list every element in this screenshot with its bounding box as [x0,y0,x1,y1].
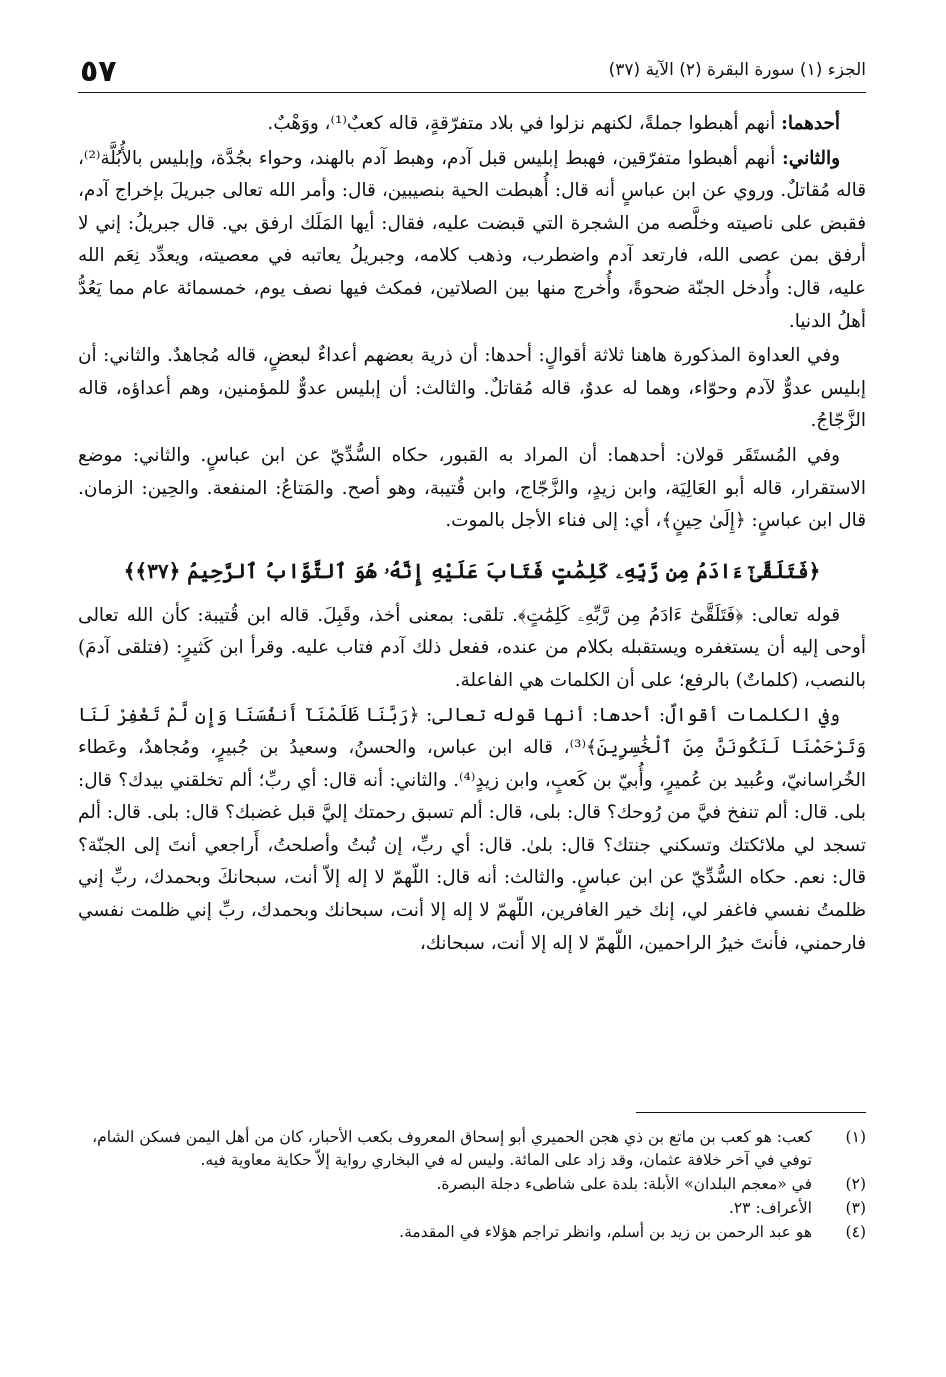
header-rule [78,92,866,93]
footnote-separator [636,1112,866,1113]
paragraph: قوله تعالى: ﴿فَتَلَقَّىٰٓ ءَادَمُ مِن رَّبِّهِۦ كَلِمَٰتٍ﴾. تلقى: بمعنى أخذ، وقَبِلَ. قاله ابن قُتيبة: كأن الله تعالى أوحى إليه أن يستغفره ويستقبله بكلام من عنده، ففعل ذلك آدم فتاب عليه. وقرأ ابن كَثيرٍ: (فتلقى آدمَ) بالنصب، (كلماتٌ) بالرفع؛ على أن الكلمات هي الفاعلة. [78,604,866,691]
paragraph: وفي الكلمات أقوالٌ: أحدها: أنها قوله تعالى: ﴿رَبَّنَا ظَلَمْنَآ أَنفُسَنَا وَإِن لَّمْ تَغْفِرْ لَنَا وَتَرْحَمْنَا لَنَكُونَنَّ مِنَ ٱلْخَٰسِرِينَ﴾⁽³⁾، قاله ابن عباس، والحسنُ، وسعيدُ بن جُبيرٍ، ومُجاهدٌ، وعَطاء الخُراسانيّ، وعُبيد بن عُميرٍ، وأُبيّ بن كَعبٍ، وابن زيدٍ⁽⁴⁾. والثاني: أنه قال: أي ربِّ؛ ألم تخلقني بيدك؟ قال: بلى. قال: ألم تنفخ فيَّ من رُوحك؟ قال: بلى، قال: ألم تسبق رحمتك إليَّ قبل غضبك؟ قال: بلى. قال: ألم تسجد لي ملائكتك وتسكني جنتك؟ قال: بلىٰ. قال: أي ربِّ، إن تُبتُ وأصلحتُ، أَراجعي أنتَ إلى الجنّة؟ قال: نعم. حكاه السُّدِّيّ عن ابن عباسٍ. والثالث: أنه قال: اللّهمّ لا إله إلاّ أنت، سبحانكَ وبحمدك، ربِّ إني ظلمتُ نفسي فاغفر لي، إنك خير الغافرين، اللّهمّ لا إله إلا أنت، سبحانك وبحمدك، ربِّ إني ظلمت نفسي فارحمني، فأنتَ خيرُ الراحمين، اللّهمّ لا إله إلا أنت، سبحانك، [78,704,867,954]
footnote: (٢) في «معجم البلدان» الأبلة: بلدة على شاطىء دجلة البصرة. [436,1175,866,1193]
paragraph: والثاني: أنهم أهبطوا متفرّقين، فهبط إبليس قبل آدم، وهبط آدم بالهند، وحواء بجُدَّة، وإبليس بالأُبُلَّة⁽²⁾، قاله مُقاتلٌ. وروي عن ابن عباسٍ أنه قال: أُهبطت الحية بنصيبين، قال: وأمر الله تعالى جبريلَ بإخراج آدم، فقبض على ناصيته وخلَّصه من الشجرة التي قبضت عليه، فقال: أيها المَلَك ارفق بي. قال جبريلُ: إني لا أرفق بمن عصى الله، فارتعد آدم واضطرب، وذهب كلامه، وجبريلُ يعاتبه في معصيته، ويعدِّد نِعَم الله عليه، قال: وأُدخل الجنّة ضحوةً، وأُخرج منها بين الصلاتين، فمكث فيها نصف يوم، خمسمائة عام مما يَعُدُّ أهلُ الدنيا. [78,147,866,332]
page-number: ٥٧ [80,54,117,89]
paragraph: أحدهما: أنهم أهبطوا جملةً، لكنهم نزلوا في بلاد متفرّقةٍ، قاله كعبٌ⁽¹⁾، ووَهْبٌ. [267,113,840,134]
footnote: (٤) هو عبد الرحمن بن زيد بن أسلم، وانظر تراجم هؤلاء في المقدمة. [399,1223,866,1241]
paragraph: وفي العداوة المذكورة هاهنا ثلاثة أقوالٍ: أحدها: أن ذرية بعضهم أعداءٌ لبعضٍ، قاله مُجاهدٌ. والثاني: أن إبليس عدوٌّ لآدم وحوّاء، وهما له عدوٌ، قاله مُقاتلٌ. والثالث: أن إبليس عدوٌّ للمؤمنين، وهم أعداؤه، قاله الزَّجّاجُ. [78,345,866,432]
footnotes [80,1126,866,1245]
main-text [78,108,866,962]
footnote: (٣) الأعراف: ٢٣. [728,1199,866,1217]
page-header [80,52,866,92]
running-title: الجزء (١) سورة البقرة (٢) الآية (٣٧) [608,60,866,80]
quran-verse: ﴿فَتَلَقَّىٰٓ ءَادَمُ مِن رَّبِّهِۦ كَلِمَٰتٍ فَتَابَ عَلَيْهِ إِنَّهُۥ هُوَ ٱلتَّوَّابُ ٱلرَّحِيمُ ﴿٣٧﴾﴾ [123,558,821,583]
footnote: (١) كعب: هو كعب بن ماتع بن ذي هجن الحميري أبو إسحاق المعروف بكعب الأحبار، كان من أهل اليمن فسكن الشام، توفي في آخر خلافة عثمان، وقد زاد على المائة. وليس له في البخاري رواية إلاّ حكاية معاوية فيه. [92,1128,866,1169]
paragraph: وفي المُستَقَر قولان: أحدهما: أن المراد به القبور، حكاه السُّدِّيّ عن ابن عباسٍ. والثاني: موضع الاستقرار، قاله أبو العَالِيَة، وابن زيدٍ، والزَّجّاج، وابن قُتيبة، وهو أصح. والمَتاعُ: المنفعة. والحِين: الزمان. قال ابن عباسٍ: ﴿إِلَىٰ حِينٍ﴾، أي: إلى فناء الأجل بالموت. [78,444,866,532]
